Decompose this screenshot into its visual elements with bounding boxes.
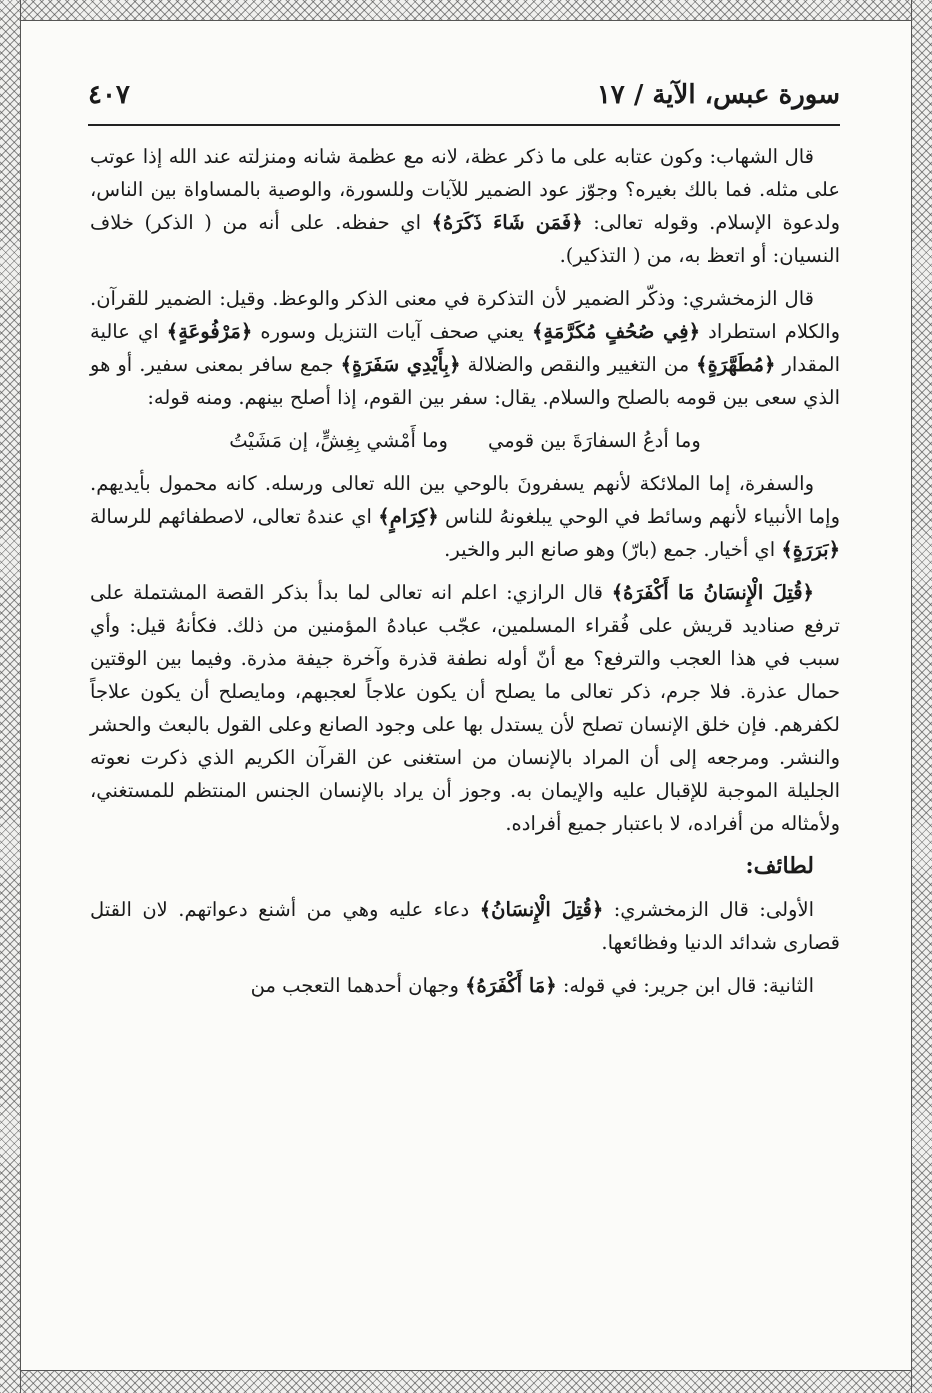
page-header xyxy=(88,70,840,120)
paragraph-first-note: الأولى: قال الزمخشري: ﴿قُتِلَ الْإِنسَانُ﴾ دعاء عليه وهي من أشنع دعواتهم. لان القتل قصارى شدائد الدنيا وفظائعها. xyxy=(90,898,840,954)
paragraph-zamakhshari: قال الزمخشري: وذكّر الضمير لأن التذكرة في معنى الذكر والوعظ. وقيل: الضمير للقرآن. والكلام استطراد ﴿فِي صُحُفٍ مُكَرَّمَةٍ﴾ يعني صحف آيات التنزيل وسوره ﴿مَرْفُوعَةٍ﴾ اي عالية المقدار ﴿مُطَهَّرَةٍ﴾ من التغيير والنقص والضلالة ﴿بِأَيْدِي سَفَرَةٍ﴾ جمع سافر بمعنى سفير. أو هو الذي سعى بين قومه بالصلح والسلام. يقال: سفر بين القوم، إذا أصلح بينهم. ومنه قوله: xyxy=(90,287,841,409)
poem-verse xyxy=(90,424,840,457)
page-number: ٤٠٧ xyxy=(88,80,130,110)
decorative-border-bottom xyxy=(0,1370,932,1393)
poem-hemistich-2: وما أَمْشي بِغِشٍّ، إن مَشَيْتُ xyxy=(229,429,448,452)
quran-quote: ﴿بِأَيْدِي سَفَرَةٍ﴾ xyxy=(340,353,461,376)
surah-title: سورة عبس، الآية / ١٧ xyxy=(596,80,840,110)
decorative-border-right xyxy=(911,0,932,1393)
quran-quote: ﴿كِرَامٍ﴾ xyxy=(378,505,439,528)
quran-quote: ﴿قُتِلَ الْإِنسَانُ مَا أَكْفَرَهُ﴾ xyxy=(611,581,814,604)
decorative-border-left xyxy=(0,0,21,1393)
quran-quote: ﴿مُطَهَّرَةٍ﴾ xyxy=(696,353,776,376)
paragraph-razi: ﴿قُتِلَ الْإِنسَانُ مَا أَكْفَرَهُ﴾ قال الرازي: اعلم انه تعالى لما بدأ بذكر القصة المشتملة على ترفع صناديد قريش على فُقراء المسلمين، عجّب عبادهُ المؤمنين من ذلك. فكأنهُ قيل: وأي سبب في هذا العجب والترفع؟ مع أنّ أوله نطفة قذرة وآخرة جيفة مذرة. وفيما بين الوقتين حمال عذرة. فلا جرم، ذكر تعالى ما يصلح أن يكون علاجاً لعجبهم، ومايصلح أن يكون علاجاً لكفرهم. فإن خلق الإنسان تصلح لأن يستدل بها على وجود الصانع وعلى القول بالبعث والحشر والنشر. ومرجعه إلى أن المراد بالإنسان من استغنى عن القرآن الكريم الذي ذكرت نعوته الجليلة الموجبة للإقبال عليه والإيمان به. وجوز أن يراد بالإنسان الجنس المنتظم للمستغني، ولأمثاله من أفراده، لا باعتبار جميع أفراده. xyxy=(90,581,840,835)
quran-quote: ﴿فِي صُحُفٍ مُكَرَّمَةٍ﴾ xyxy=(531,320,701,343)
section-heading: لطائف: xyxy=(745,853,814,879)
quran-quote: ﴿مَرْفُوعَةٍ﴾ xyxy=(166,320,253,343)
paragraph-second-note: الثانية: قال ابن جرير: في قوله: ﴿مَا أَكْفَرَهُ﴾ وجهان أحدهما التعجب من xyxy=(250,974,814,997)
poem-hemistich-1: وما أدعُ السفارَةَ بين قومي xyxy=(487,429,701,452)
header-divider xyxy=(88,124,840,126)
quran-quote: ﴿مَا أَكْفَرَهُ﴾ xyxy=(465,974,557,997)
quran-quote: ﴿بَرَرَةٍ﴾ xyxy=(781,538,840,561)
paragraph-shihab: قال الشهاب: وكون عتابه على ما ذكر عظة، لانه مع عظمة شانه ومنزلته عند الله إذا عوتب على مثله. فما بالك بغيره؟ وجوّز عود الضمير للآيات وللسورة، والوصية بالمساواة بين الناس، ولدعوة الإسلام. وقوله تعالى: ﴿فَمَن شَاءَ ذَكَرَهُ﴾ اي حفظه. على أنه من ( الذكر) خلاف النسيان: أو اتعظ به، من ( التذكير). xyxy=(90,145,840,267)
page-body xyxy=(90,140,840,1340)
quran-quote: ﴿فَمَن شَاءَ ذَكَرَهُ﴾ xyxy=(431,211,583,234)
quran-quote: ﴿قُتِلَ الْإِنسَانُ﴾ xyxy=(479,898,604,921)
decorative-border-top xyxy=(0,0,932,21)
paragraph-safara: والسفرة، إما الملائكة لأنهم يسفرونَ بالوحي بين الله تعالى ورسله. كانه محمول بأيديهم. وإما الأنبياء لأنهم وسائط في الوحي يبلغونهُ للناس ﴿كِرَامٍ﴾ اي عندهُ تعالى، لاصطفائهم للرسالة ﴿بَرَرَةٍ﴾ اي أخيار. جمع (بارّ) وهو صانع البر والخير. xyxy=(90,472,840,561)
